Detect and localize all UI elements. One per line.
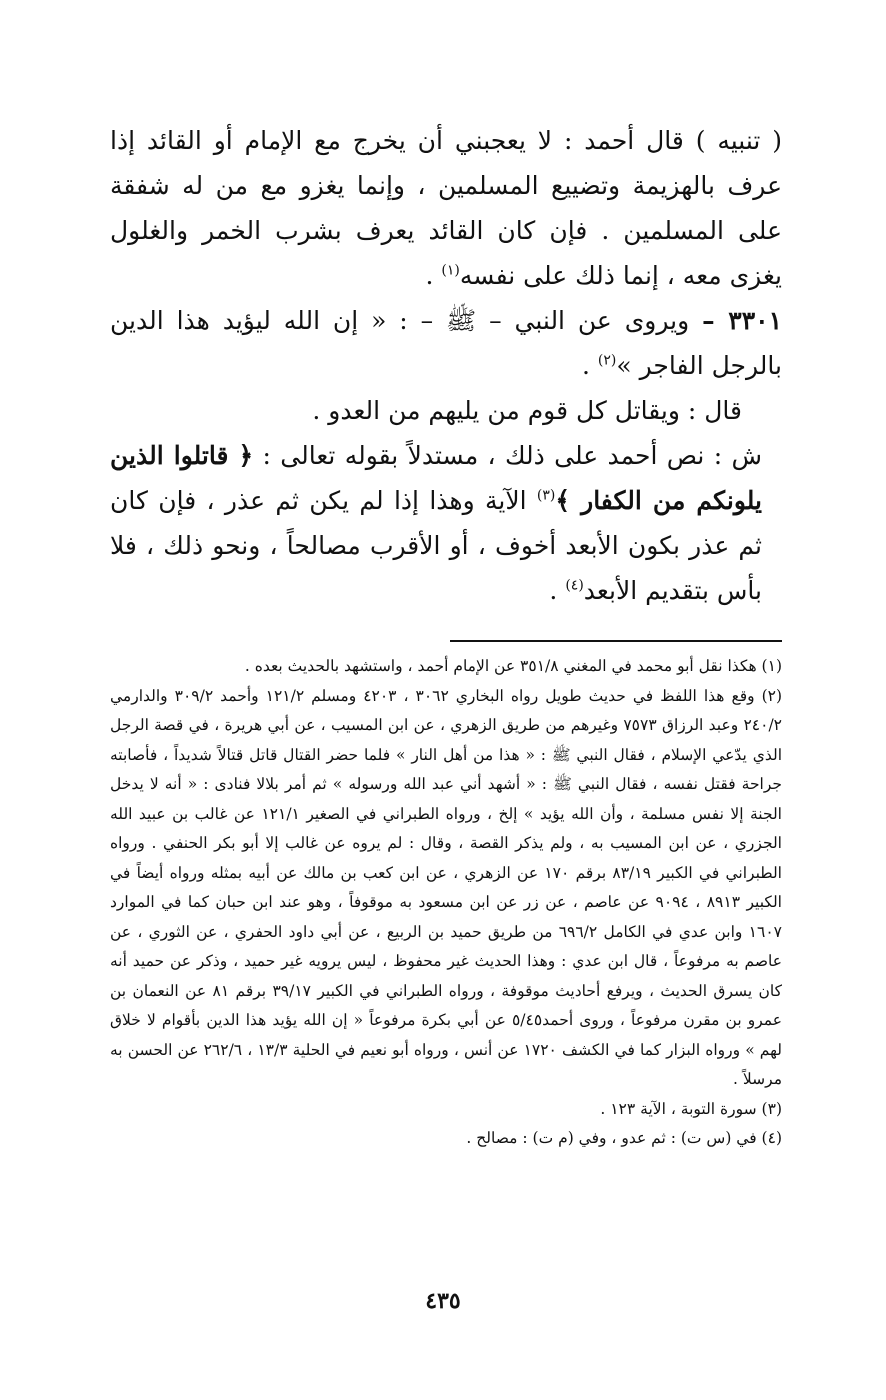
paragraph-sharh xyxy=(110,433,782,613)
footnote-divider xyxy=(450,640,782,642)
footnote-ref: (٣) xyxy=(536,487,556,504)
paragraph-end: . xyxy=(549,576,566,605)
item-number: ٣٣٠١ – xyxy=(702,306,782,335)
quran-verse: ﴿ قاتلوا الذين يلونكم من الكفار ﴾ xyxy=(110,441,762,515)
paragraph-text: قال : ويقاتل كل قوم من يليهم من العدو . xyxy=(312,396,742,425)
paragraph-matn xyxy=(110,388,782,433)
footnote-ref: (٢) xyxy=(597,352,617,369)
footnote-2: (٢) وقع هذا اللفظ في حديث طويل رواه البخاري ٣٠٦٢ ، ٤٢٠٣ ومسلم ١٢١/٢ وأحمد ٣٠٩/٢ والدارمي ٢٤٠/٢ وعبد الرزاق ٧٥٧٣ وغيرهم من طريق الزهري ، عن ابن المسيب ، عن أبي هريرة ، في قصة الرجل الذي يدّعي الإسلام ، فقال النبي ﷺ : « هذا من أهل النار » فلما حضر القتال قاتل قتالاً شديداً ، فأصابته جراحة فقتل نفسه ، فقال النبي ﷺ : « أشهد أني عبد الله ورسوله » ثم أمر بلالا فنادى : « أنه لا يدخل الجنة إلا نفس مسلمة ، وأن الله يؤيد » إلخ ، ورواه الطبراني في الصغير ١٢١/١ عن غالب بن عبيد الله الجزري ، عن ابن المسيب به ، ولم يذكر القصة ، وقال : لم يروه عن غالب إلا أبو بكر الحنفي . ورواه الطبراني في الكبير ٨٣/١٩ برقم ١٧٠ عن الزهري ، عن ابن كعب بن مالك عن أبيه بمثله ورواه أيضاً في الكبير ٨٩١٣ ، ٩٠٩٤ عن عاصم ، عن زر عن ابن مسعود به موقوفاً ، وهو عند ابن حبان كما في الموارد ١٦٠٧ وابن عدي في الكامل ٦٩٦/٢ من طريق حميد بن الربيع ، عن أبي داود الحفري ، عن الثوري ، عن عاصم به مرفوعاً ، قال ابن عدي : وهذا الحديث غير محفوظ ، ليس يرويه غير حميد ، وذكر عن حميد أنه كان يسرق الحديث ، ويرفع أحاديث موقوفة ، ورواه الطبراني في الكبير ٣٩/١٧ برقم ٨١ عن النعمان بن عمرو بن مقرن مرفوعاً ، وروى أحمد٥/٤٥ عن أبي بكرة مرفوعاً « إن الله يؤيد هذا الدين بأقوام لا خلاق لهم » ورواه البزار كما في الكشف ١٧٢٠ عن أنس ، ورواه أبو نعيم في الحلية ١٣/٣ ، ٢٦٢/٦ عن الحسن به مرسلاً . xyxy=(110,686,783,1088)
footnote-ref: (٤) xyxy=(565,577,584,594)
paragraph-text: ش : نص أحمد على ذلك ، مستدلاً بقوله تعالى : xyxy=(262,441,762,470)
footnote-ref: (١) xyxy=(441,262,460,279)
paragraph-text: ويروى عن النبي – ﷺ – : « إن الله ليؤيد هذا الدين بالرجل الفاجر » xyxy=(110,306,782,380)
main-text xyxy=(110,118,782,613)
paragraph-tanbih xyxy=(110,118,782,298)
page-number: ٤٣٥ xyxy=(425,1288,461,1314)
footnote-3: (٣) سورة التوبة ، الآية ١٢٣ . xyxy=(600,1099,782,1118)
paragraph-end: . xyxy=(425,261,442,290)
footnotes xyxy=(110,652,782,1154)
footnote-1: (١) هكذا نقل أبو محمد في المغني ٣٥١/٨ عن الإمام أحمد ، واستشهد بالحديث بعده . xyxy=(244,657,782,675)
paragraph-text: ( تنبيه ) قال أحمد : لا يعجبني أن يخرج مع الإمام أو القائد إذا عرف بالهزيمة وتضييع المسلمين ، وإنما يغزو مع من له شفقة على المسلمين . فإن كان القائد يعرف بشرب الخمر والغلول يغزى معه ، إنما ذلك على نفسه xyxy=(110,126,782,290)
footnote-4: (٤) في (س ت) : ثم عدو ، وفي (م ت) : مصالح . xyxy=(466,1129,782,1147)
paragraph-hadith xyxy=(110,298,782,388)
paragraph-end: . xyxy=(581,351,598,380)
paragraph-text: الآية وهذا إذا لم يكن ثم عذر ، فإن كان ثم عذر بكون الأبعد أخوف ، أو الأقرب مصالحاً ، ونحو ذلك ، فلا بأس بتقديم الأبعد xyxy=(110,486,762,605)
